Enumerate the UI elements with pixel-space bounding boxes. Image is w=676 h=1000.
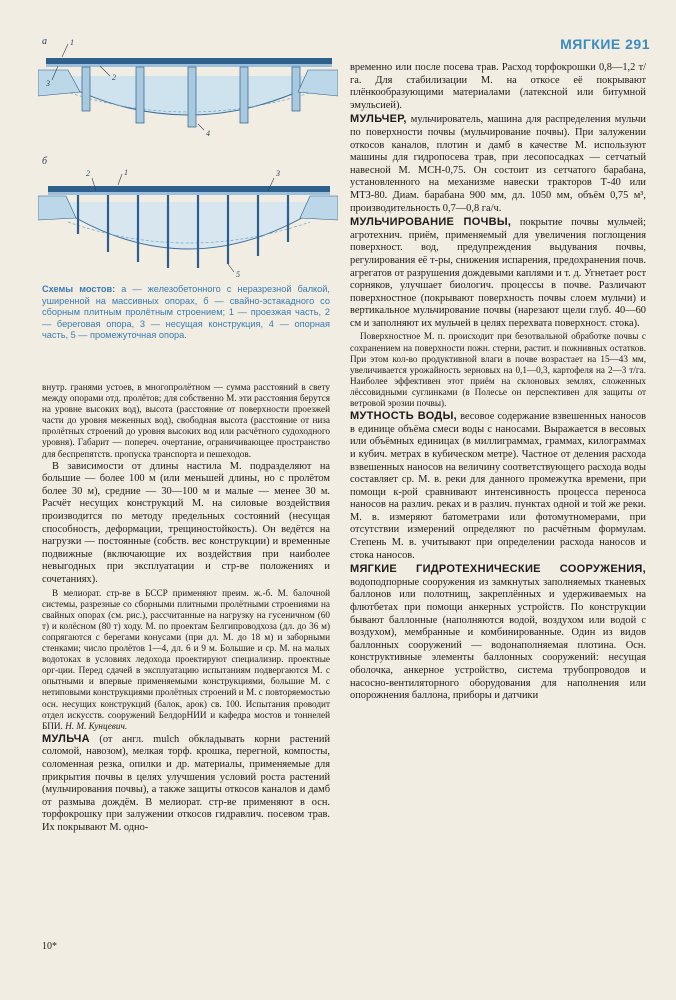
figure-label-a: а bbox=[42, 36, 47, 47]
paragraph: В зависимости от длины настила М. подразделяют на большие — более 100 м (или меньшей длины, но с пролётом более 30 м), средние — 30—100 м и малые — менее 30 м. Расчёт несущих конструкций М. на силовые воздействия производится по методу предельных состояний (несущая способность, деформации, трещиностойкость). Он ведётся на нагрузки — постоянные (собств. вес конструкции) и временные подвижные (включающие их воздействия при наиболее невыгодных при эксплуатации и стр-ве положениях и сочетаниях). bbox=[42, 460, 330, 585]
running-head: МЯГКИЕ 291 bbox=[560, 36, 650, 52]
bridge-diagram-a bbox=[38, 36, 338, 140]
callout-b-3: 3 bbox=[276, 169, 280, 178]
paragraph bbox=[42, 588, 330, 732]
entry-term: МУТНОСТЬ ВОДЫ, bbox=[350, 410, 457, 423]
entry-mulching bbox=[350, 216, 646, 330]
entry-term: МУЛЬЧИРОВАНИЕ ПОЧВЫ, bbox=[350, 216, 512, 229]
bridge-a-drawing bbox=[38, 36, 338, 140]
caption-text: а — железобетонного с неразрезной балкой, уширенной на массивных опорах, б — свайно-эстакадного со сборным плитным пролётным строением; 1 — проезжая часть, 2 — береговая опора, 3 — несущая конструкция, 4 — опорная часть, 5 — промежуточная опора. bbox=[42, 284, 330, 340]
bridge-diagram-b bbox=[38, 156, 338, 278]
paragraph-text: В мелиорат. стр-ве в БССР применяют преим. ж.-б. М. балочной системы, разрезные со сборными плитными пролётными строениями на свайных опорах (см. рис.), рассчитанные на нагрузку на гусеничном (60 т) и колёсном (80 т) ходу. М. по проектам Белгипроводхоза (дл. до 36 м) сопрягаются с берегами конусами (при дл. М. до 18 м) и заборными стенками; число пролётов 1—4, дл. 6 и 9 м. Большие и ср. М. на малых водотоках в условиях ледохода проектируют специализир. проектные орг-ции. Перед сдачей в эксплуатацию испытаниям подвергаются М. с опытными и впервые применяемыми конструкциями, большие М. с нетиповыми конструкциями пролётных строений и М. с повторяемостью осн. несущих конструкций (балок, арок) св. 100. Испытания проводит отдел искусств. сооружений БелдорНИИ и кафедра мостов и тоннелей БПИ. bbox=[42, 587, 330, 731]
entry-text: весовое содержание взвешенных наносов в единице объёма смеси воды с наносами. Выражается в весовых или объёмных единицах (в миллиграммах, граммах, килограммах и кубич. метрах в кубическом метре). Частное от деления расхода взвешенных наносов на величину соответствующего расхода воды составляет ср. М. в. реки для данного промежутка времени, при помощи к-рой сравнивают интенсивность процесса переноса наносов на различ. реках и в различ. пунктах одной и той же реки. М. в. измеряют батометрами или фотомутномерами, при отсутствии измерений определяют по расчётным формулам. Степень М. в. учитывают при определении расхода наносов и стока наносов. bbox=[350, 411, 646, 561]
figure-caption bbox=[42, 284, 330, 342]
paragraph: внутр. гранями устоев, в многопролётном — сумма расстояний в свету между опорами отд. пролётов; для собственно М. эти расстояния берутся на уровне высоких вод), высота (расстояние от поверхности проезжей части до уровня меженных вод), свободная высота (расстояние от низа пролётных строений до уровня высоких вод или расчётного судоходного уровня). Габарит — попереч. очертание, ограничивающее пространство для беспрепятств. пропуска транспорта и пешеходов. bbox=[42, 382, 330, 459]
entry-text: мульчирователь, машина для распределения мульчи по поверхности почвы (мульчирование почвы). При залужении откосов каналов, плотин и дамб в качестве М. используют машины для гидропосева трав, при лесопосадках — сетчатый навесной М. МСН-0,75. Он состоит из сетчатого барабана, установленного на механизме навески тракторов Т-40 или МТЗ-80. Диам. барабана 900 мм, дл. 1050 мм, объём 0,75 м³, производительность 0,7—0,8 га/ч. bbox=[350, 114, 646, 214]
entry-term: МУЛЬЧЕР, bbox=[350, 113, 407, 126]
callout-a-4: 4 bbox=[206, 129, 210, 138]
entry-text: водоподпорные сооружения из замкнутых заполняемых тканевых баллонов или полотнищ, закреплённых и удерживаемых на флютбетах при помощи анкерных устройств. По конструкции бывают баллонные (наполняются водой, воздухом или водой с воздухом), мембранные и комбинированные. Один из видов баллонных сооружений — водонаполняемая плотина. Осн. конструктивные элементы баллонных сооружений: несущая оболочка, анкерное устройство, система трубопроводов и насосно-вентиляторного оборудования для наполнения или опорожнения баллона, приборы и датчики bbox=[350, 576, 646, 702]
figure-label-b: б bbox=[42, 156, 48, 167]
callout-b-1: 1 bbox=[124, 168, 128, 177]
entry-mulcher bbox=[350, 113, 646, 215]
signature-mark: 10* bbox=[42, 941, 57, 952]
author-signature: Н. М. Кунцевич. bbox=[65, 720, 128, 731]
entry-text: покрытие почвы мульчей; агротехнич. приём, применяемый для увеличения поглощения поверхност. вод, предупреждения выдувания почвы, регулирования её т-ры, снижения испарения, предохранения почв. агрегатов от разрушения дождевыми каплями и т. д. Угнетает рост сорняков, улучшает биологич. процессы в почве. Различают поверхностное (покрывают поверхность почвы слоем мульчи) и вертикальное мульчирование почвы (нарезают щели глуб. 40—60 см и заполняют их мульчей в целях перехвата поверхност. стока). bbox=[350, 217, 646, 329]
entry-text: (от англ. mulch обкладывать корни растений соломой, навозом), мелкая торф. крошка, перегной, компосты, соломенная резка, опилки и др. материалы, применяемые для прикрытия почвы в целях улучшения условий роста растений (мульчирования почвы), а также защиты откосов каналов и дамб от размыва дождём. В мелиорат. стр-ве применяют в осн. торфокрошку при залужении откосов гидравлич. посевом трав. Их покрывают М. одно- bbox=[42, 733, 330, 833]
callout-b-2: 2 bbox=[86, 169, 90, 178]
right-column bbox=[350, 62, 646, 704]
callout-a-2: 2 bbox=[112, 73, 116, 82]
callout-b-5: 5 bbox=[236, 270, 240, 278]
left-column bbox=[42, 382, 330, 836]
callout-a-3: 3 bbox=[46, 79, 50, 88]
paragraph: Поверхностное М. п. происходит при безотвальной обработке почвы с сохранением на поверхности пожн. стерни, растит. и пожнивных остатков. При этом кол-во продуктивной влаги в почве возрастает на 15—43 мм, увеличивается урожайность зерновых на 0,1—0,3, картофеля на 2—3 т/га. Наиболее эффективен этот приём на склоновых землях, сложенных лёссовидными суглинками (в Полесье он перспективен для защиты от ветровой эрозии почвы). bbox=[350, 331, 646, 409]
entry-turbidity bbox=[350, 410, 646, 562]
paragraph: временно или после посева трав. Расход торфокрошки 0,8—1,2 т/га. Для стабилизации М. на откосе её покрывают плёнкообразующими материалами (латексной или битумной эмульсией). bbox=[350, 62, 646, 111]
callout-a-1: 1 bbox=[70, 38, 74, 47]
entry-term: МУЛЬЧА bbox=[42, 732, 90, 745]
entry-term: МЯГКИЕ ГИДРОТЕХНИЧЕСКИЕ СООРУЖЕНИЯ, bbox=[350, 563, 646, 576]
bridge-b-drawing bbox=[38, 156, 338, 278]
entry-mulcha bbox=[42, 733, 330, 835]
entry-soft-structures bbox=[350, 563, 646, 703]
caption-lead: Схемы мостов: bbox=[42, 284, 116, 294]
